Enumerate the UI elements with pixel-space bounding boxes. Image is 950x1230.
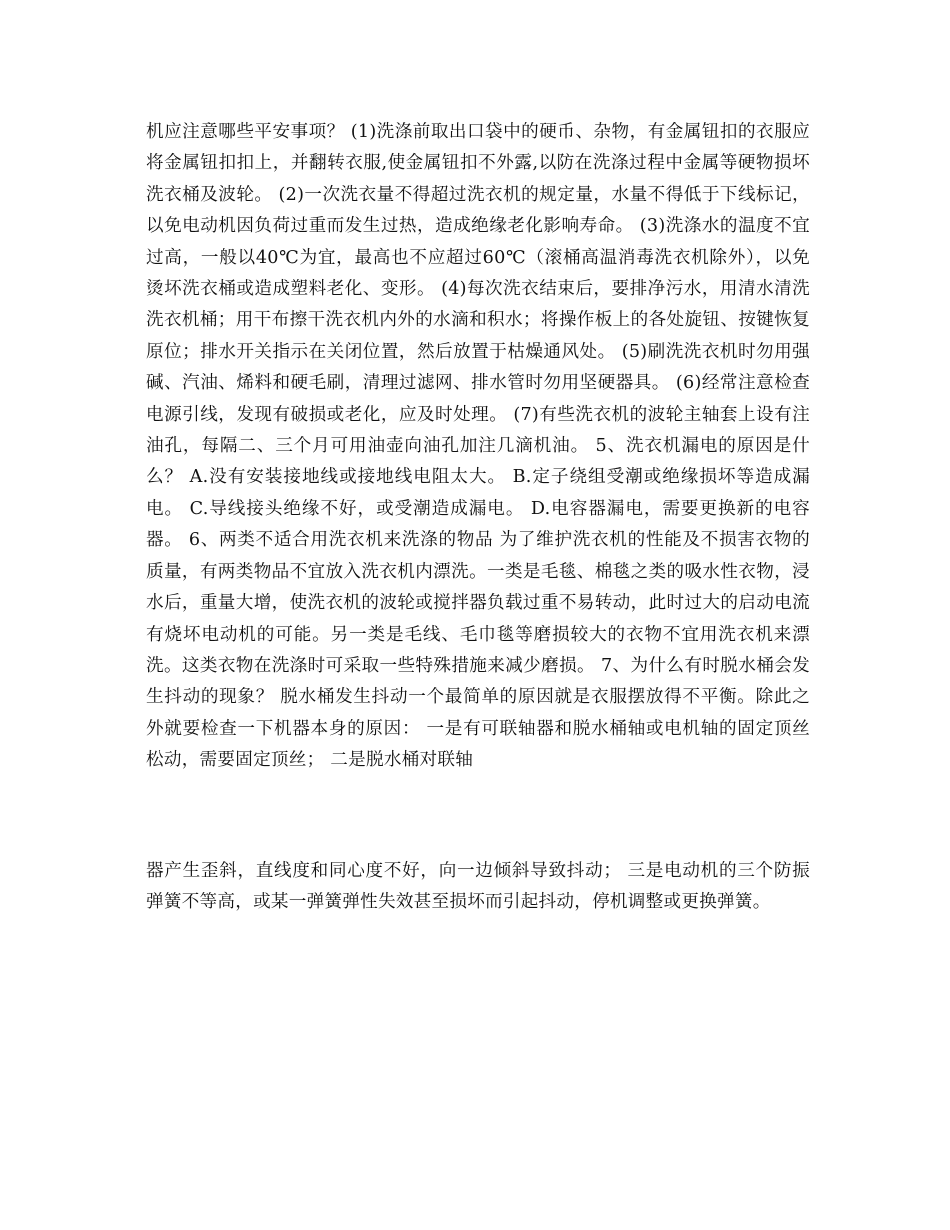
- body-paragraph-1: 机应注意哪些平安事项？ (1)洗涤前取出口袋中的硬币、杂物，有金属钮扣的衣服应将金属钮扣扣上，并翻转衣服,使金属钮扣不外露,以防在洗涤过程中金属等硬物损坏洗衣桶及波轮。 (2)一次洗衣量不得超过洗衣机的规定量，水量不得低于下线标记，以免电动机因负荷过重而发生过热，造成绝缘老化影响寿命。 (3)洗涤水的温度不宜过高，一般以40℃为宜，最高也不应超过60℃（滚桶高温消毒洗衣机除外），以免烫坏洗衣桶或造成塑料老化、变形。 (4)每次洗衣结束后，要排净污水，用清水清洗洗衣机桶；用干布擦干洗衣机内外的水滴和积水；将操作板上的各处旋钮、按键恢复原位；排水开关指示在关闭位置，然后放置于枯燥通风处。 (5)刷洗洗衣机时勿用强碱、汽油、烯料和硬毛刷，清理过滤网、排水管时勿用坚硬器具。 (6)经常注意检查电源引线，发现有破损或老化，应及时处理。 (7)有些洗衣机的波轮主轴套上设有注油孔，每隔二、三个月可用油壶向油孔加注几滴机油。 5、洗衣机漏电的原因是什么？ A.没有安装接地线或接地线电阻太大。 B.定子绕组受潮或绝缘损坏等造成漏电。 C.导线接头绝缘不好，或受潮造成漏电。 D.电容器漏电，需要更换新的电容器。 6、两类不适合用洗衣机来洗涤的物品 为了维护洗衣机的性能及不损害衣物的质量，有两类物品不宜放入洗衣机内漂洗。一类是毛毯、棉毯之类的吸水性衣物，浸水后，重量大增，使洗衣机的波轮或搅拌器负载过重不易转动，此时过大的启动电流有烧坏电动机的可能。另一类是毛线、毛巾毯等磨损较大的衣物不宜用洗衣机来漂洗。这类衣物在洗涤时可采取一些特殊措施来减少磨损。 7、为什么有时脱水桶会发生抖动的现象？ 脱水桶发生抖动一个最简单的原因就是衣服摆放得不平衡。除此之外就要检查一下机器本身的原因： 一是有可联轴器和脱水桶轴或电机轴的固定顶丝松动，需要固定顶丝； 二是脱水桶对联轴: [146, 122, 810, 771]
- body-paragraph-2: 器产生歪斜，直线度和同心度不好，向一边倾斜导致抖动； 三是电动机的三个防振弹簧不等高，或某一弹簧弹性失效甚至损坏而引起抖动，停机调整或更换弹簧。: [146, 861, 810, 913]
